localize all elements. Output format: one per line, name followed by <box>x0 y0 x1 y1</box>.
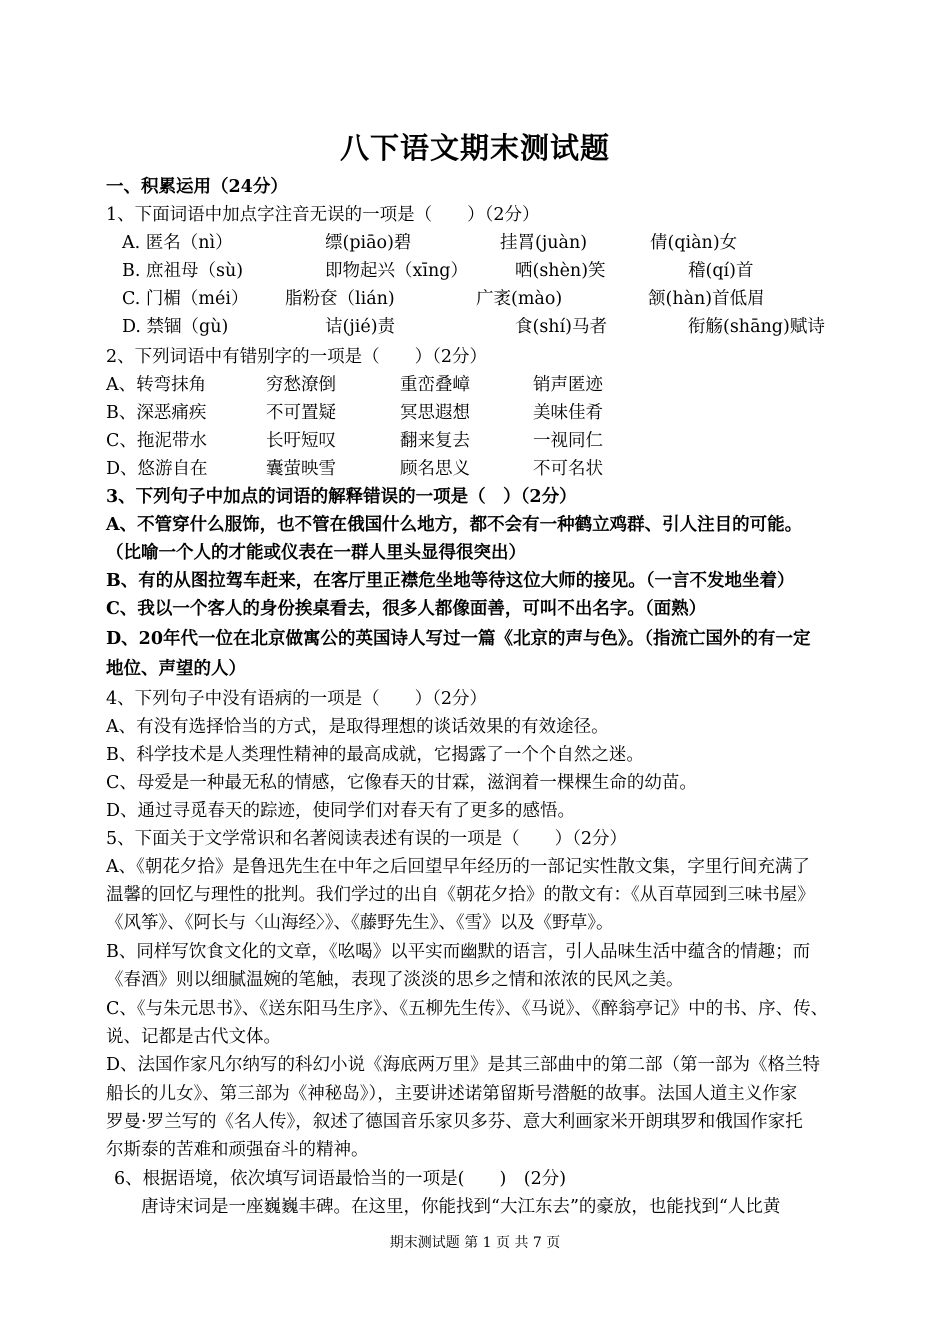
q2-row-a-c4: 销声匿迹 <box>533 375 603 395</box>
q5-option-a-line2: 温馨的回忆与理性的批判。我们学过的出自《朝花夕拾》的散文有：《从百草园到三味书屋》 <box>106 885 815 905</box>
q1-row-b-c1: B. 庶祖母（sù) <box>122 261 244 281</box>
q3-option-a-line1: A、不管穿什么服饰，也不管在俄国什么地方，都不会有一种鹤立鸡群、引人注目的可能。 <box>106 515 803 535</box>
q1-row-c-c4: 颔(hàn)首低眉 <box>648 289 765 309</box>
q5-option-b-line1: B、同样写饮食文化的文章，《吆喝》以平实而幽默的语言，引人品味生活中蕴含的情趣；而 <box>106 942 811 962</box>
q6-stem: 6、根据语境，依次填写词语最恰当的一项是( ) (2分) <box>114 1169 567 1189</box>
q1-row-d-c4: 衔觞(shāng)赋诗 <box>688 317 825 337</box>
q1-row-b-c4: 稽(qí)首 <box>688 261 754 281</box>
q3-option-d-line2: 地位、声望的人） <box>106 659 246 679</box>
q1-row-a-c1: A. 匿名（nì） <box>122 233 233 253</box>
q1-row-d-c3: 食(shí)马者 <box>515 317 608 337</box>
q5-option-b-line2: 《春酒》则以细腻温婉的笔触，表现了淡淡的思乡之情和浓浓的民风之美。 <box>106 970 684 990</box>
q2-row-d-c3: 顾名思义 <box>400 459 470 479</box>
q2-row-a-c3: 重峦叠嶂 <box>400 375 470 395</box>
q2-row-c-c3: 翻来复去 <box>400 431 470 451</box>
q5-option-c-line2: 说、记都是古代文体。 <box>106 1027 281 1047</box>
q1-row-b-c3: 哂(shèn)笑 <box>515 261 606 281</box>
q3-stem: 3、下列句子中加点的词语的解释错误的一项是（ ）（2分） <box>106 487 577 507</box>
q1-row-c-c1: C. 门楣（méi） <box>122 289 249 309</box>
q5-option-c-line1: C、《与朱元思书》、《送东阳马生序》、《五柳先生传》、《马说》、《醉翁亭记》中的书、序、传、 <box>106 999 829 1019</box>
page-footer: 期末测试题 第 1 页 共 7 页 <box>389 1235 561 1251</box>
q3-option-c: C、我以一个客人的身份挨桌看去，很多人都像面善，可叫不出名字。（面熟） <box>106 599 707 619</box>
q5-stem: 5、下面关于文学常识和名著阅读表述有误的一项是（ ）（2分） <box>106 829 628 849</box>
q1-stem: 1、下面词语中加点字注音无误的一项是（ ）（2分） <box>106 205 540 225</box>
q1-row-a-c2: 缥(piāo)碧 <box>325 233 412 253</box>
q5-option-d-line3: 罗曼·罗兰写的《名人传》，叙述了德国音乐家贝多芬、意大利画家米开朗琪罗和俄国作家托 <box>106 1112 803 1132</box>
q2-stem: 2、下列词语中有错别字的一项是（ ）（2分） <box>106 347 488 367</box>
q2-row-b-c3: 冥思遐想 <box>400 403 470 423</box>
q2-row-b-c1: B、深恶痛疾 <box>106 403 207 423</box>
q3-option-a-line2: （比喻一个人的才能或仪表在一群人里头显得很突出） <box>106 543 526 563</box>
q2-row-b-c2: 不可置疑 <box>266 403 336 423</box>
q1-row-c-c2: 脂粉奁（lián) <box>285 289 395 309</box>
q2-row-d-c4: 不可名状 <box>533 459 603 479</box>
q1-row-a-c3: 挂罥(juàn) <box>500 233 588 253</box>
q4-option-a: A、有没有选择恰当的方式，是取得理想的谈话效果的有效途径。 <box>106 717 609 737</box>
section-heading: 一、积累运用（24分） <box>106 177 288 197</box>
q2-row-d-c2: 囊萤映雪 <box>266 459 336 479</box>
q5-option-d-line2: 船长的儿女》、第三部为《神秘岛》），主要讲述诺第留斯号潜艇的故事。法国人道主义作家 <box>106 1084 798 1104</box>
q1-row-d-c2: 诘(jié)责 <box>325 317 396 337</box>
q5-option-d-line1: D、法国作家凡尔纳写的科幻小说《海底两万里》是其三部曲中的第二部（第一部为《格兰特 <box>106 1055 821 1075</box>
q2-row-c-c4: 一视同仁 <box>533 431 603 451</box>
q1-row-a-c4: 倩(qiàn)女 <box>650 233 738 253</box>
q4-option-c: C、母爱是一种最无私的情感，它像春天的甘霖，滋润着一棵棵生命的幼苗。 <box>106 773 697 793</box>
q2-row-d-c1: D、悠游自在 <box>106 459 208 479</box>
q3-option-d-line1: D、20年代一位在北京做寓公的英国诗人写过一篇《北京的声与色》。（指流亡国外的有一定 <box>106 629 811 649</box>
q5-option-a-line1: A、《朝花夕拾》是鲁迅先生在中年之后回望早年经历的一部记实性散文集，字里行间充满了 <box>106 857 810 877</box>
q1-row-c-c3: 广袤(mào) <box>476 289 563 309</box>
q2-row-a-c2: 穷愁潦倒 <box>266 375 336 395</box>
page-title: 八下语文期末测试题 <box>339 131 610 165</box>
q3-option-b: B、有的从图拉驾车赶来，在客厅里正襟危坐地等待这位大师的接见。（一言不发地坐着） <box>106 571 795 591</box>
q4-option-b: B、科学技术是人类理性精神的最高成就，它揭露了一个个自然之迷。 <box>106 745 644 765</box>
q4-option-d: D、通过寻觅春天的踪迹，使同学们对春天有了更多的感悟。 <box>106 801 576 821</box>
q5-option-a-line3: 《风筝》、《阿长与〈山海经〉》、《藤野先生》、《雪》以及《野草》。 <box>106 913 614 933</box>
q2-row-c-c2: 长吁短叹 <box>266 431 336 451</box>
q1-row-b-c2: 即物起兴（xīng） <box>325 261 468 281</box>
q6-passage-line1: 唐诗宋词是一座巍巍丰碑。在这里，你能找到“大江东去”的豪放，也能找到“人比黄 <box>141 1197 781 1217</box>
q2-row-c-c1: C、拖泥带水 <box>106 431 207 451</box>
q2-row-b-c4: 美味佳肴 <box>533 403 603 423</box>
q4-stem: 4、下列句子中没有语病的一项是（ ）（2分） <box>106 689 488 709</box>
q1-row-d-c1: D. 禁锢（gù) <box>122 317 229 337</box>
q5-option-d-line4: 尔斯泰的苦难和顽强奋斗的精神。 <box>106 1140 369 1160</box>
q2-row-a-c1: A、转弯抹角 <box>106 375 207 395</box>
